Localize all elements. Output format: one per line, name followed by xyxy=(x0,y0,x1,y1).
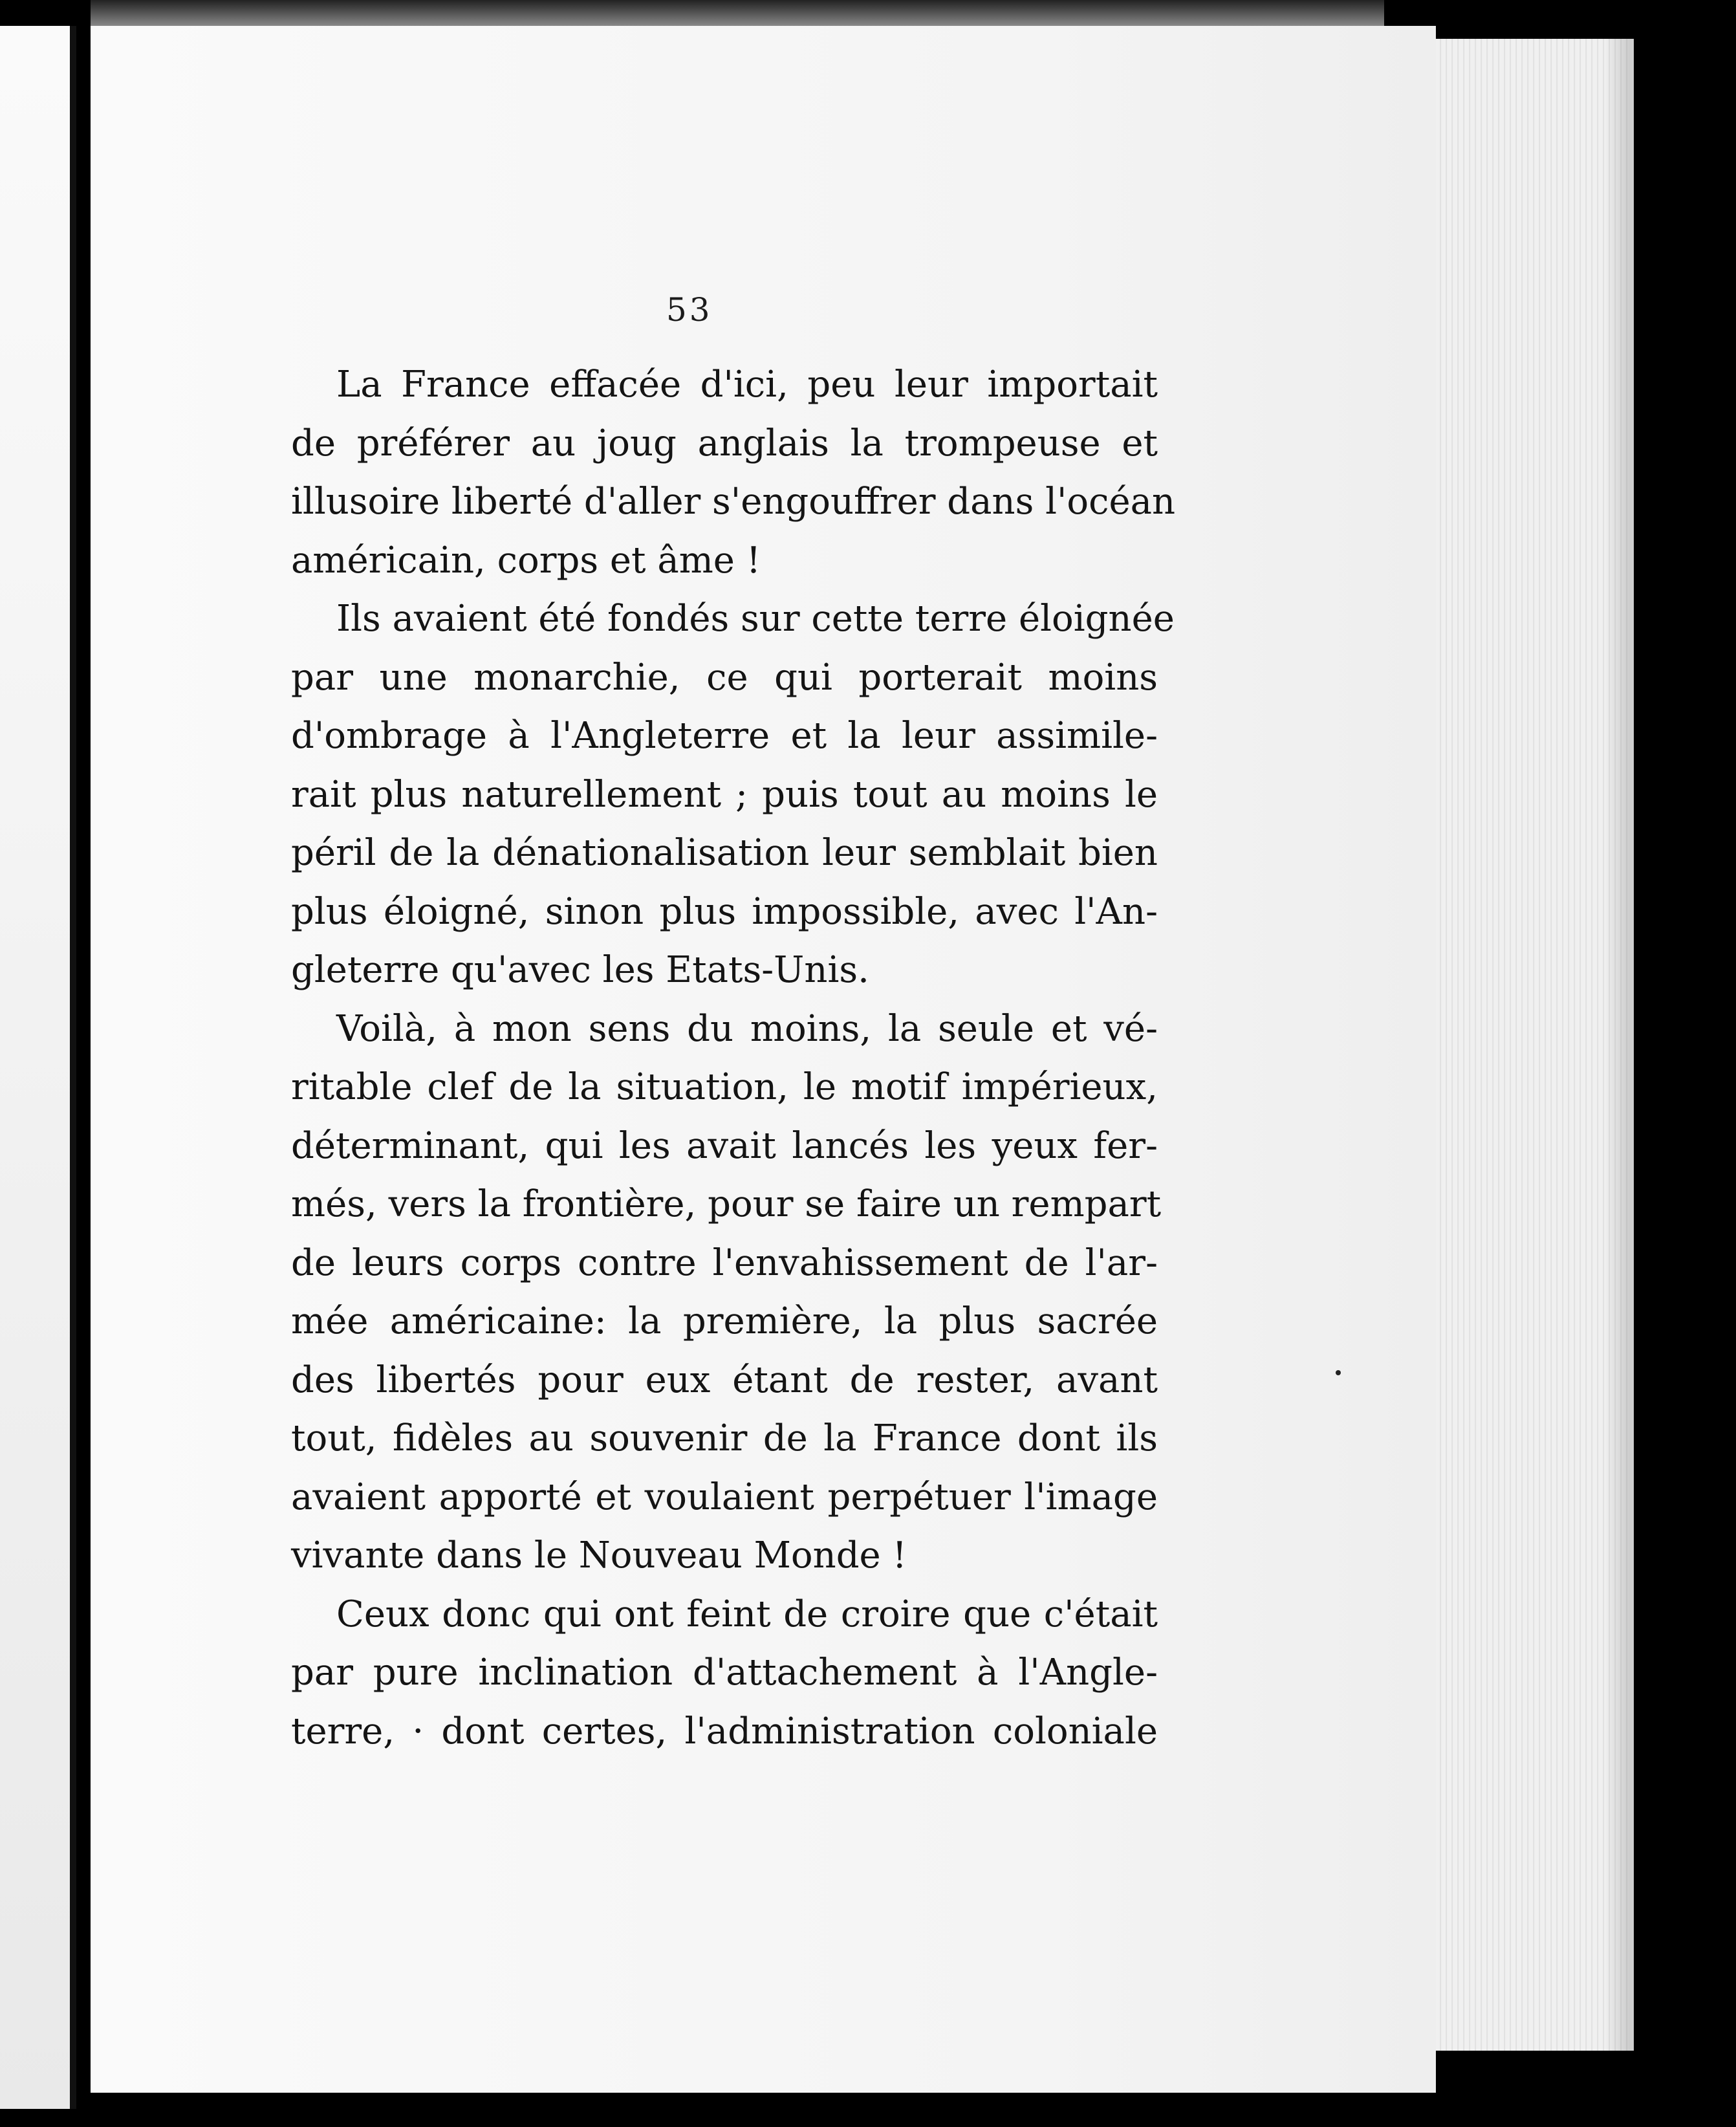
text-line: des libertés pour eux étant de rester, avant xyxy=(291,1358,1158,1401)
text-line: Ceux donc qui ont feint de croire que c'était xyxy=(336,1593,1158,1635)
facing-page-edge xyxy=(0,26,76,2109)
book-page-edges xyxy=(1436,39,1634,2051)
text-line: tout, fidèles au souvenir de la France dont ils xyxy=(291,1417,1158,1459)
paragraph xyxy=(291,1000,1162,1586)
paragraph xyxy=(291,356,1176,590)
scan-speck xyxy=(1336,1370,1341,1375)
text-line: La France effacée d'ici, peu leur importait xyxy=(336,364,1158,406)
text-line: gleterre qu'avec les Etats-Unis. xyxy=(291,949,869,991)
text-line: de préférer au joug anglais la trompeuse et xyxy=(291,422,1158,464)
page-edges-shadow xyxy=(1604,39,1630,2051)
text-line: d'ombrage à l'Angleterre et la leur assimile- xyxy=(291,715,1158,757)
text-line: més, vers la frontière, pour se faire un rempart xyxy=(291,1183,1162,1225)
text-line: mée américaine: la première, la plus sacrée xyxy=(291,1300,1158,1342)
text-line: par une monarchie, ce qui porterait moins xyxy=(291,656,1158,699)
text-line: de leurs corps contre l'envahissement de l'ar- xyxy=(291,1241,1158,1284)
page-number: 53 xyxy=(666,291,713,329)
scan-top-edge xyxy=(91,0,1384,26)
text-line: Ils avaient été fondés sur cette terre éloignée xyxy=(336,598,1175,640)
text-line: rait plus naturellement ; puis tout au moins le xyxy=(291,773,1158,816)
text-line: terre, · dont certes, l'administration coloniale xyxy=(291,1710,1158,1752)
text-line: américain, corps et âme ! xyxy=(291,539,761,582)
facing-page-shade xyxy=(0,26,70,2109)
text-line: par pure inclination d'attachement à l'Angle- xyxy=(291,1652,1158,1694)
text-line: Voilà, à mon sens du moins, la seule et vé- xyxy=(336,1007,1158,1050)
page-text xyxy=(291,356,1176,1761)
paragraph xyxy=(291,1586,1158,1762)
text-line: ritable clef de la situation, le motif impérieux, xyxy=(291,1066,1158,1108)
paragraph xyxy=(291,590,1175,1000)
text-line: déterminant, qui les avait lancés les yeux fer- xyxy=(291,1124,1158,1167)
text-line: illusoire liberté d'aller s'engouffrer dans l'océan xyxy=(291,481,1176,523)
text-line: plus éloigné, sinon plus impossible, avec l'An- xyxy=(291,890,1158,933)
text-line: péril de la dénationalisation leur semblait bien xyxy=(291,832,1158,874)
text-line: avaient apporté et voulaient perpétuer l'image xyxy=(291,1476,1158,1518)
text-line: vivante dans le Nouveau Monde ! xyxy=(291,1534,907,1576)
